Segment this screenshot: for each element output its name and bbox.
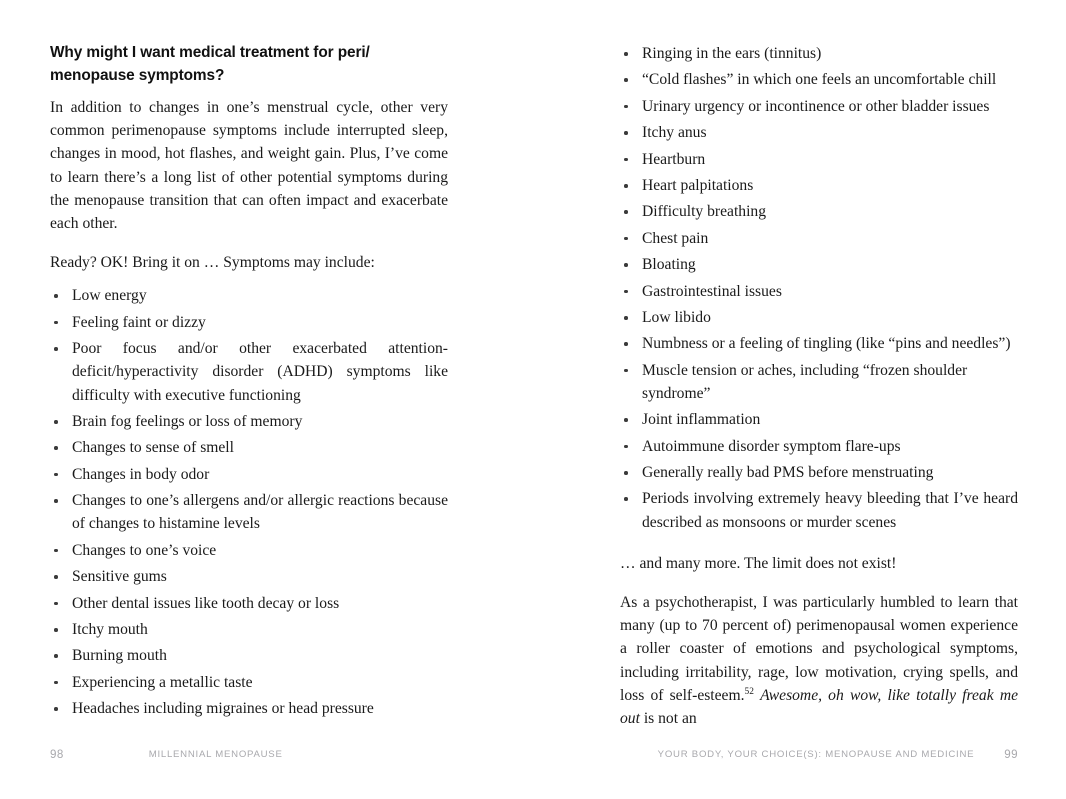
list-item: Changes to sense of smell [50,436,448,459]
list-lead-in-paragraph: Ready? OK! Bring it on … Symptoms may include: [50,254,375,272]
list-item: Low libido [620,306,1018,329]
list-item: Autoimmune disorder symptom flare-ups [620,435,1018,458]
list-item: Numbness or a feeling of tingling (like “pins and needles”) [620,332,1018,355]
list-item: Other dental issues like tooth decay or loss [50,592,448,615]
list-item: Chest pain [620,227,1018,250]
footnote-reference: 52 [744,686,754,697]
list-item: Feeling faint or dizzy [50,311,448,334]
footer-left [50,747,448,761]
list-item: Changes to one’s allergens and/or allergic reactions because of changes to histamine levels [50,489,448,535]
page-title: Why might I want medical treatment for peri/ menopause symptoms? [50,44,370,84]
page-number-right: 99 [1004,747,1018,761]
final-paragraph-tail: is not an [639,710,697,728]
emphasized-phrase: Awesome, oh wow, like totally freak me out [620,686,1018,728]
list-item: Heart palpitations [620,174,1018,197]
list-item: Itchy anus [620,121,1018,144]
symptom-list-left [50,284,448,720]
footer-right [620,747,1018,761]
list-item: Urinary urgency or incontinence or other bladder issues [620,95,1018,118]
list-item: Bloating [620,253,1018,276]
list-item: Changes to one’s voice [50,539,448,562]
list-item: Generally really bad PMS before menstruating [620,461,1018,484]
closing-line: … and many more. The limit does not exist! [620,554,897,572]
list-item: Periods involving extremely heavy bleeding that I’ve heard described as monsoons or murder scenes [620,487,1018,533]
left-page-column [50,42,448,724]
running-head-right: YOUR BODY, YOUR CHOICE(S): MENOPAUSE AND MEDICINE [657,748,975,760]
list-item: Sensitive gums [50,565,448,588]
final-paragraph-lead: As a psychotherapist, I was particularly humbled to learn that many (up to 70 percent of) perimenopausal women experience a roller coaster of emotions and psychological symptoms, including irritability, rage, low motivation, crying spells, and loss of self-esteem. [620,594,1018,704]
list-item: Brain fog feelings or loss of memory [50,410,448,433]
final-paragraph [620,591,1018,730]
right-page-column [620,42,1018,737]
list-item: “Cold flashes” in which one feels an uncomfortable chill [620,68,1018,91]
list-item: Low energy [50,284,448,307]
symptom-list-right [620,42,1018,534]
intro-paragraph: In addition to changes in one’s menstrual cycle, other very common perimenopause symptoms include interrupted sleep, changes in mood, hot flashes, and weight gain. Plus, I’ve come to learn there’s a long list of other potential symptoms during the menopause transition that can often impact and exacerbate each other. [50,99,448,233]
list-item: Gastrointestinal issues [620,280,1018,303]
page-number-left: 98 [50,747,64,761]
list-item: Burning mouth [50,644,448,667]
list-item: Difficulty breathing [620,200,1018,223]
list-item: Changes in body odor [50,463,448,486]
list-item: Itchy mouth [50,618,448,641]
list-item: Ringing in the ears (tinnitus) [620,42,1018,65]
list-item: Poor focus and/or other exacerbated attention-deficit/hyperactivity disorder (ADHD) symptoms like difficulty with executive functioning [50,337,448,407]
list-item: Joint inflammation [620,408,1018,431]
list-item: Muscle tension or aches, including “frozen shoulder syndrome” [620,359,1018,405]
list-item: Heartburn [620,148,1018,171]
list-item: Headaches including migraines or head pressure [50,697,448,720]
list-item: Experiencing a metallic taste [50,671,448,694]
running-head-left: MILLENNIAL MENOPAUSE [148,748,283,760]
